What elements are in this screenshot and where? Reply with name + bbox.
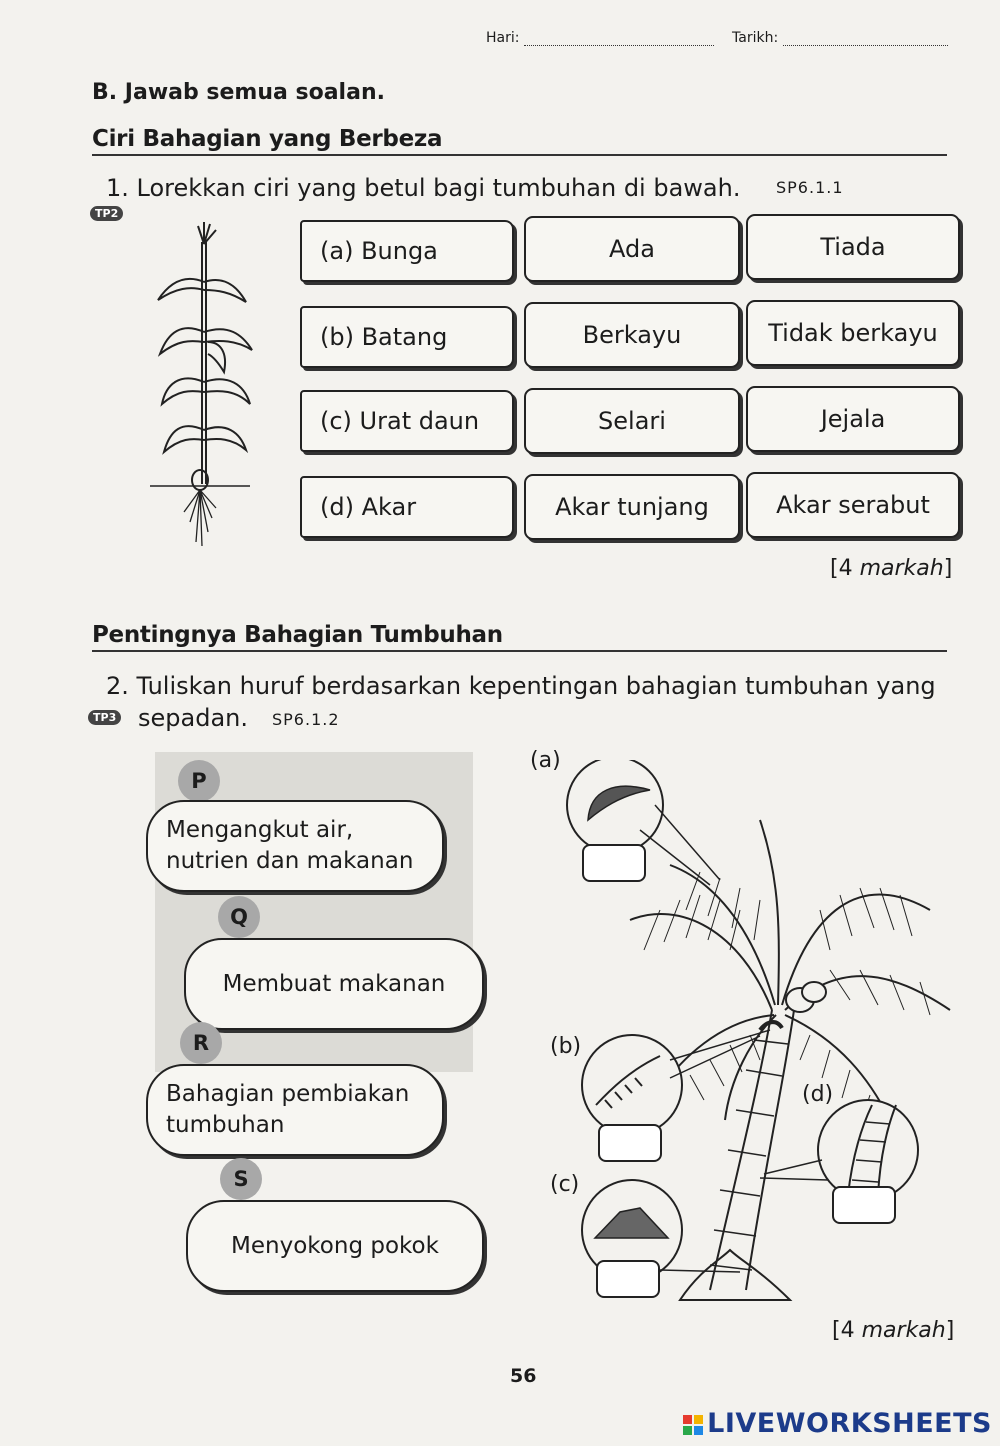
diagram-label-d: (d) bbox=[802, 1082, 834, 1107]
item-s-text[interactable]: Menyokong pokok bbox=[186, 1200, 484, 1292]
row-c-option-jejala[interactable]: Jejala bbox=[746, 386, 960, 452]
row-b-option-berkayu[interactable]: Berkayu bbox=[524, 302, 740, 368]
answer-box-c[interactable] bbox=[596, 1260, 660, 1298]
diagram-label-a: (a) bbox=[530, 748, 561, 773]
letter-r-badge: R bbox=[180, 1022, 222, 1064]
letter-p-badge: P bbox=[178, 760, 220, 802]
diagram-label-b: (b) bbox=[550, 1034, 582, 1059]
question2-line1 bbox=[106, 672, 936, 700]
part2-marks: [4 markah] bbox=[832, 1318, 955, 1343]
liveworksheets-logo bbox=[683, 1408, 992, 1439]
row-d-label: (d) Akar bbox=[300, 476, 514, 538]
diagram-label-c: (c) bbox=[550, 1172, 580, 1197]
hari-input-line[interactable] bbox=[524, 33, 714, 46]
part1-marks: [4 markah] bbox=[830, 556, 953, 581]
row-d-option-akar-serabut[interactable]: Akar serabut bbox=[746, 472, 960, 538]
part1-marks-num: 4 bbox=[838, 556, 853, 581]
question1 bbox=[106, 174, 740, 202]
item-q-text[interactable]: Membuat makanan bbox=[184, 938, 484, 1030]
question2-text-line1: Tuliskan huruf berdasarkan kepentingan bahagian tumbuhan yang bbox=[136, 672, 936, 700]
answer-box-b[interactable] bbox=[598, 1124, 662, 1162]
tp3-badge: TP3 bbox=[88, 710, 121, 725]
part2-rule bbox=[92, 650, 947, 652]
part2-marks-word: markah bbox=[861, 1318, 946, 1343]
question2-number: 2. bbox=[106, 672, 129, 700]
page-number: 56 bbox=[510, 1365, 537, 1387]
answer-box-a[interactable] bbox=[582, 844, 646, 882]
row-b-option-tidak-berkayu[interactable]: Tidak berkayu bbox=[746, 300, 960, 366]
question1-text: Lorekkan ciri yang betul bagi tumbuhan di bawah. bbox=[136, 174, 741, 202]
maize-plant-illustration bbox=[150, 222, 260, 552]
answer-box-d[interactable] bbox=[832, 1186, 896, 1224]
part2-marks-num: 4 bbox=[840, 1318, 855, 1343]
question1-number: 1. bbox=[106, 174, 129, 202]
tp2-badge: TP2 bbox=[90, 206, 123, 221]
part1-rule bbox=[92, 154, 947, 156]
tarikh-label: Tarikh: bbox=[732, 30, 779, 46]
row-c-option-selari[interactable]: Selari bbox=[524, 388, 740, 454]
row-a-option-ada[interactable]: Ada bbox=[524, 216, 740, 282]
row-a-option-tiada[interactable]: Tiada bbox=[746, 214, 960, 280]
item-p-text[interactable]: Mengangkut air, nutrien dan makanan bbox=[146, 800, 444, 892]
part1-marks-word: markah bbox=[859, 556, 944, 581]
liveworksheets-icon bbox=[683, 1415, 703, 1435]
row-a-label: (a) Bunga bbox=[300, 220, 514, 282]
tarikh-input-line[interactable] bbox=[783, 33, 948, 46]
question2-text-line2: sepadan. bbox=[138, 704, 248, 732]
letter-s-badge: S bbox=[220, 1158, 262, 1200]
hari-label: Hari: bbox=[486, 30, 520, 46]
brand-text: LIVEWORKSHEETS bbox=[707, 1408, 992, 1439]
row-b-label: (b) Batang bbox=[300, 306, 514, 368]
letter-q-badge: Q bbox=[218, 896, 260, 938]
part2-title: Pentingnya Bahagian Tumbuhan bbox=[92, 622, 503, 648]
hari-field bbox=[486, 30, 714, 46]
item-r-text[interactable]: Bahagian pembiakan tumbuhan bbox=[146, 1064, 444, 1156]
section-instruction: B. Jawab semua soalan. bbox=[92, 80, 385, 105]
question2-code: SP6.1.2 bbox=[272, 710, 340, 729]
part1-title: Ciri Bahagian yang Berbeza bbox=[92, 126, 443, 152]
row-c-label: (c) Urat daun bbox=[300, 390, 514, 452]
row-d-option-akar-tunjang[interactable]: Akar tunjang bbox=[524, 474, 740, 540]
tarikh-field bbox=[732, 30, 948, 46]
question1-code: SP6.1.1 bbox=[776, 178, 844, 197]
